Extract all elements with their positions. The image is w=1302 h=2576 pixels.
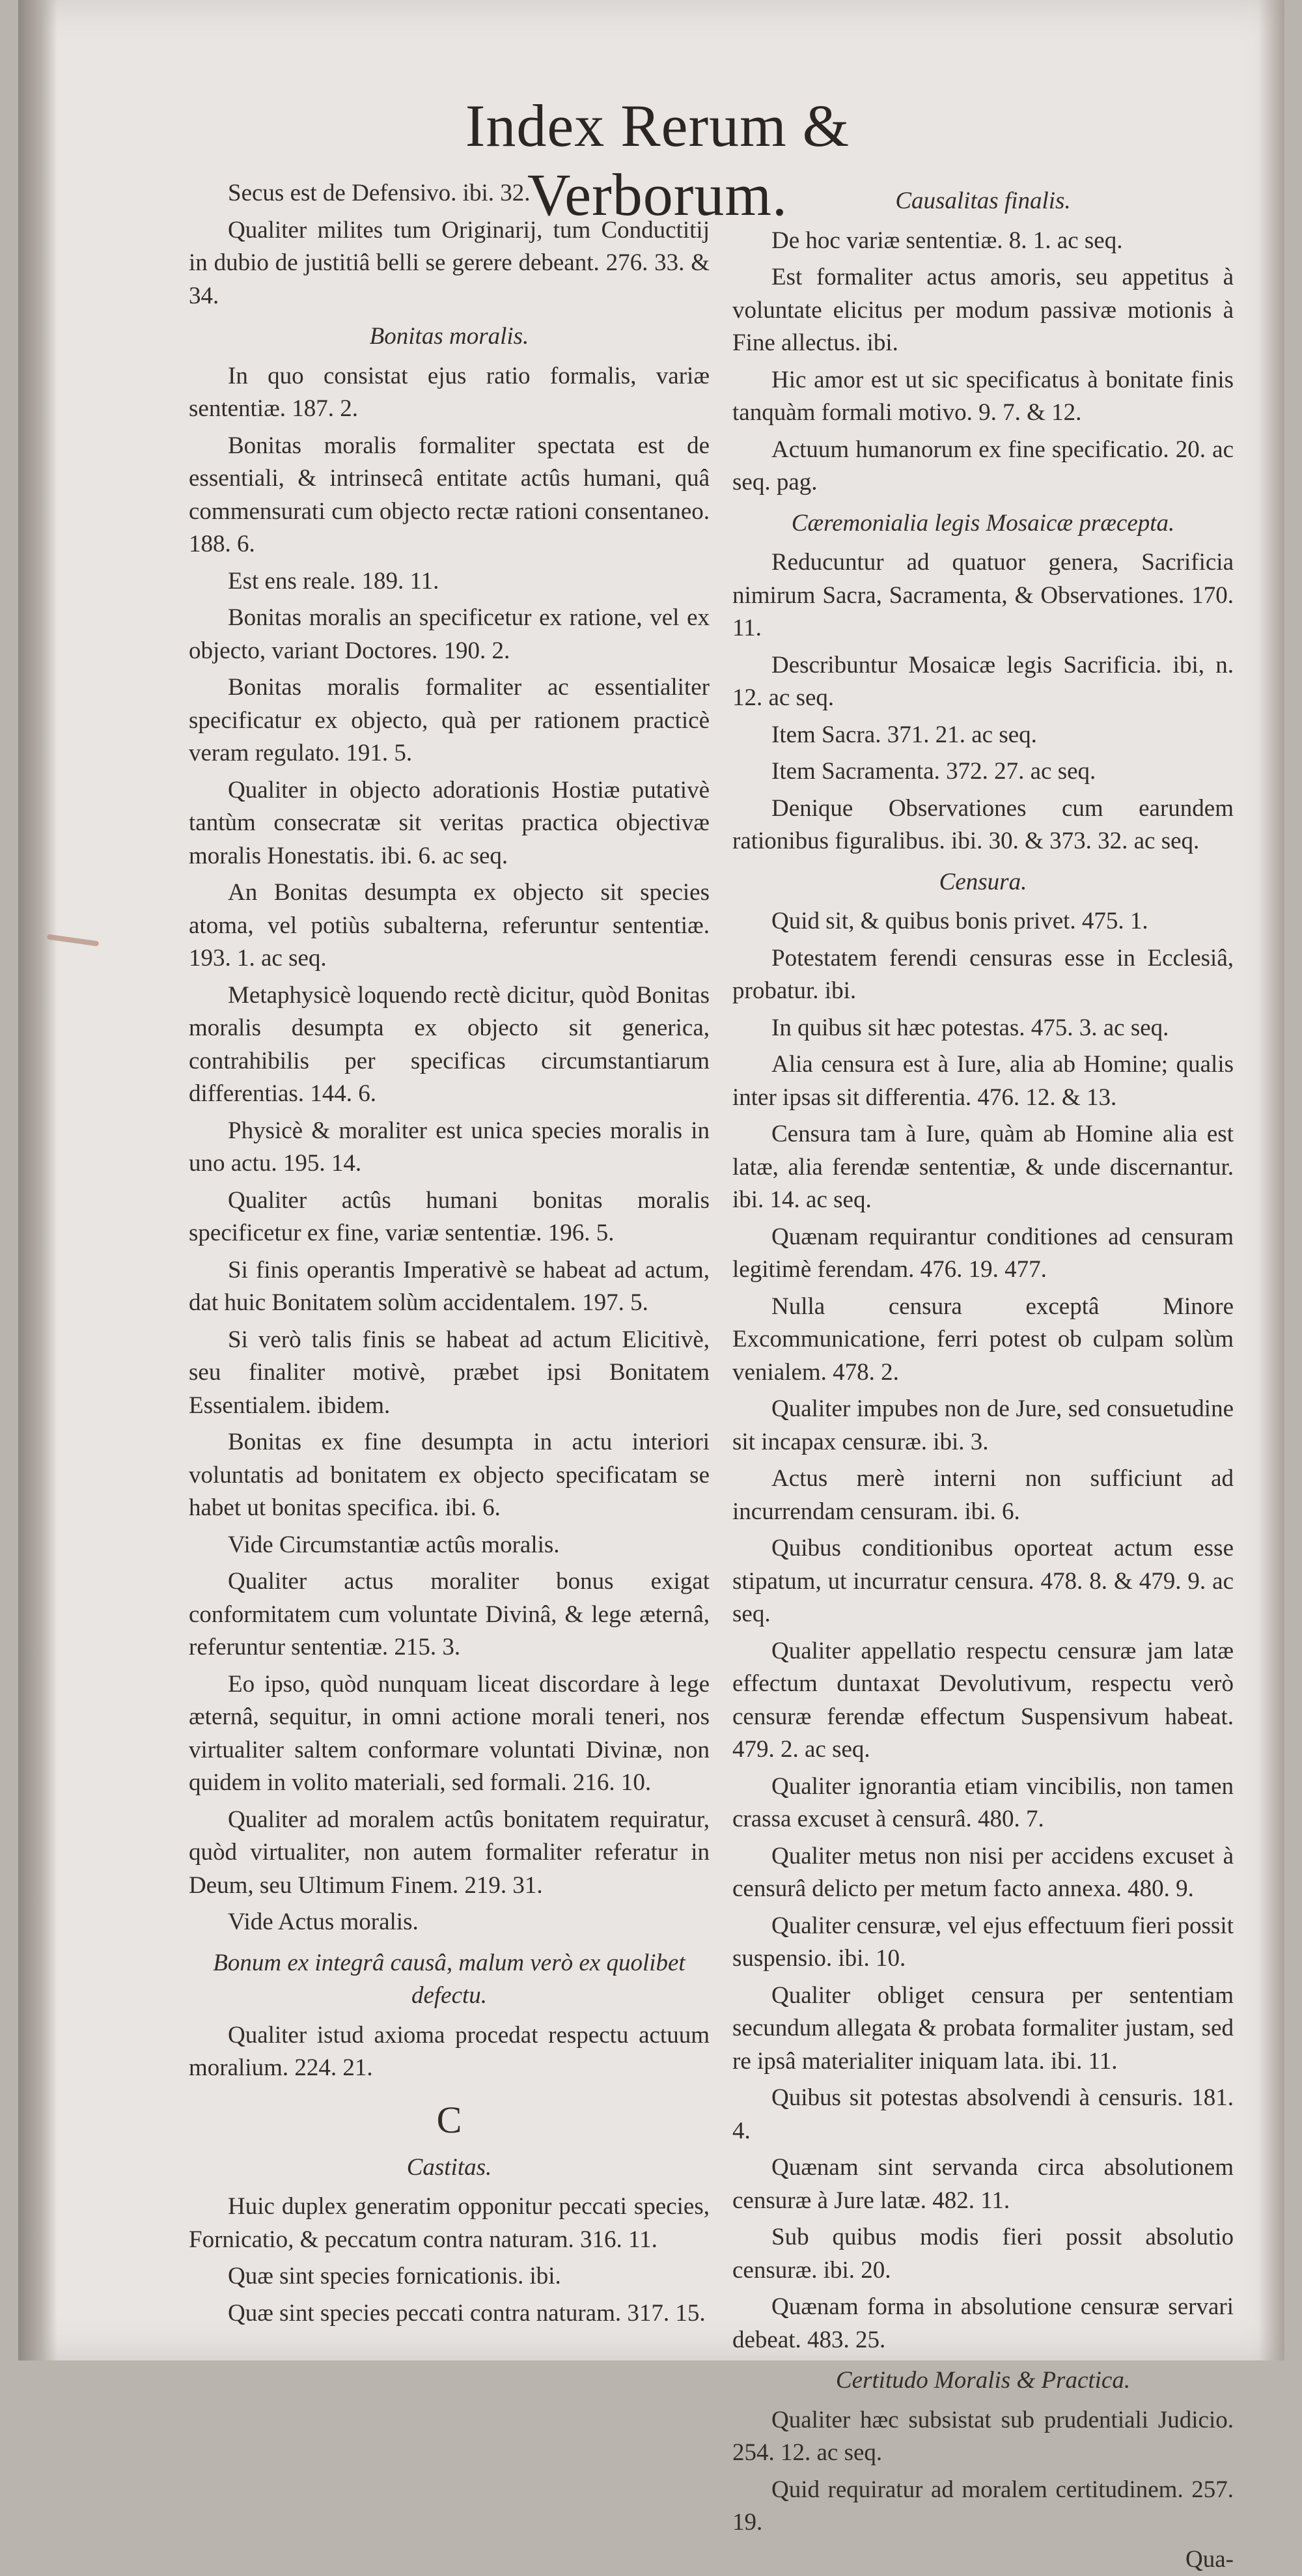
index-entry: Nulla censura exceptâ Minore Excommunicatione, ferri potest ob culpam solùm venialem. 478. 2. [732,1291,1234,1390]
index-column-right [732,177,1234,2576]
index-entry: Alia censura est à Iure, alia ab Homine; qualis inter ipsas sit differentia. 476. 12. & 13. [732,1048,1234,1114]
index-entry: In quo consistat ejus ratio formalis, variæ sententiæ. 187. 2. [189,360,710,426]
index-entry: De hoc variæ sententiæ. 8. 1. ac seq. [732,225,1234,258]
index-entry: In quibus sit hæc potestas. 475. 3. ac seq. [732,1012,1234,1045]
index-column-left [189,177,710,2334]
index-entry: Qualiter ad moralem actûs bonitatem requiratur, quòd virtualiter, non autem formaliter referatur in Deum, seu Ultimum Finem. 219. 31. [189,1804,710,1903]
index-section-heading: Castitas. [189,2151,710,2185]
index-entry: Actus merè interni non sufficiunt ad incurrendam censuram. ibi. 6. [732,1463,1234,1528]
index-entry: Describuntur Mosaicæ legis Sacrificia. ibi, n. 12. ac seq. [732,649,1234,715]
index-entry: Potestatem ferendi censuras esse in Ecclesiâ, probatur. ibi. [732,942,1234,1008]
index-entry: Qualiter appellatio respectu censuræ jam latæ effectum duntaxat Devolutivum, respectu verò censuræ ferendæ effectum Suspensivum habeat. 479. 2. ac seq. [732,1635,1234,1767]
index-entry: Reducuntur ad quatuor genera, Sacrificia nimirum Sacra, Sacramenta, & Observationes. 170. 11. [732,546,1234,645]
index-entry: Quænam requirantur conditiones ad censuram legitimè ferendam. 476. 19. 477. [732,1221,1234,1287]
index-entry: Quid sit, & quibus bonis privet. 475. 1. [732,905,1234,938]
index-entry: Censura tam à Iure, quàm ab Homine alia est latæ, alia ferendæ sententiæ, & unde discernantur. ibi. 14. ac seq. [732,1118,1234,1217]
index-entry: Qualiter actus moraliter bonus exigat conformitatem cum voluntate Divinâ, & lege æternâ, referuntur sententiæ. 215. 3. [189,1565,710,1664]
index-entry: Si verò talis finis se habeat ad actum Elicitivè, seu finaliter motivè, præbet ipsi Bonitatem Essentialem. ibidem. [189,1324,710,1423]
index-entry: Actuum humanorum ex fine specificatio. 20. ac seq. pag. [732,434,1234,499]
index-section-heading: Causalitas finalis. [732,185,1234,218]
index-entry: Qualiter hæc subsistat sub prudentiali Judicio. 254. 12. ac seq. [732,2404,1234,2470]
index-entry: Bonitas moralis formaliter spectata est de essentiali, & intrinsecâ entitate actûs humani, quâ commensurati cum objecto rectæ rationi consentaneo. 188. 6. [189,430,710,561]
index-entry: Qualiter istud axioma procedat respectu actuum moralium. 224. 21. [189,2019,710,2085]
index-entry: Sub quibus modis fieri possit absolutio censuræ. ibi. 20. [732,2221,1234,2287]
index-entry: Qualiter in objecto adorationis Hostiæ putativè tantùm consecratæ sit veritas practica objectivæ moralis Honestatis. ibi. 6. ac seq. [189,774,710,873]
index-entry: Qualiter actûs humani bonitas moralis specificetur ex fine, variæ sententiæ. 196. 5. [189,1184,710,1250]
index-section-heading: Censura. [732,866,1234,899]
index-entry: Quibus conditionibus oporteat actum esse stipatum, ut incurratur censura. 478. 8. & 479. 9. ac seq. [732,1532,1234,1631]
index-entry: Secus est de Defensivo. ibi. 32. [189,177,710,210]
index-entry: Qualiter impubes non de Jure, sed consuetudine sit incapax censuræ. ibi. 3. [732,1393,1234,1459]
index-entry: Qualiter ignorantia etiam vincibilis, non tamen crassa excuset à censurâ. 480. 7. [732,1771,1234,1836]
index-entry: Quæ sint species fornicationis. ibi. [189,2260,710,2293]
index-section-heading: Cæremonialia legis Mosaicæ præcepta. [732,507,1234,540]
index-entry: Quid requiratur ad moralem certitudinem. 257. 19. [732,2474,1234,2540]
index-entry: Est ens reale. 189. 11. [189,565,710,598]
index-entry: Qualiter metus non nisi per accidens excuset à censurâ delicto per metum facto annexa. 480. 9. [732,1840,1234,1906]
index-letter-heading: C [189,2097,710,2144]
index-entry: Denique Observationes cum earundem rationibus figuralibus. ibi. 30. & 373. 32. ac seq. [732,792,1234,858]
index-entry: Vide Actus moralis. [189,1906,710,1939]
index-entry: Huic duplex generatim opponitur peccati species, Fornicatio, & peccatum contra naturam. 316. 11. [189,2191,710,2256]
index-entry: Qualiter obliget censura per sententiam secundum allegata & probata formaliter justam, sed re ipsâ materialiter iniquam lata. ibi. 11. [732,1980,1234,2079]
index-section-heading: Bonum ex integrâ causâ, malum verò ex quolibet defectu. [189,1947,710,2013]
index-entry: Quænam sint servanda circa absolutionem censuræ à Jure latæ. 482. 11. [732,2151,1234,2217]
index-entry: An Bonitas desumpta ex objecto sit species atoma, vel potiùs subalterna, referuntur sententiæ. 193. 1. ac seq. [189,876,710,975]
index-entry: Item Sacra. 371. 21. ac seq. [732,719,1234,752]
index-entry: Quibus sit potestas absolvendi à censuris. 181. 4. [732,2082,1234,2148]
page-gutter-shadow [18,0,57,2360]
index-entry: Quæ sint species peccati contra naturam. 317. 15. [189,2297,710,2331]
page-edge-shadow [1258,0,1284,2360]
index-entry: Si finis operantis Imperativè se habeat ad actum, dat huic Bonitatem solùm accidentalem. 197. 5. [189,1254,710,1320]
index-entry: Item Sacramenta. 372. 27. ac seq. [732,755,1234,789]
index-entry: Qualiter censuræ, vel ejus effectuum fieri possit suspensio. ibi. 10. [732,1910,1234,1976]
index-entry: Eo ipso, quòd nunquam liceat discordare à lege æternâ, sequitur, in omni actione morali teneri, nos virtualiter saltem conformare voluntati Divinæ, non quidem in volito materiali, sed formali. 216. 10. [189,1668,710,1800]
index-entry: Quænam forma in absolutione censuræ servari debeat. 483. 25. [732,2291,1234,2357]
index-entry: Hic amor est ut sic specificatus à bonitate finis tanquàm formali motivo. 9. 7. & 12. [732,364,1234,430]
index-entry: Bonitas ex fine desumpta in actu interiori voluntatis ad bonitatem ex objecto specificatam se habet ut bonitas specifica. ibi. 6. [189,1426,710,1525]
index-entry: Bonitas moralis formaliter ac essentialiter specificatur ex objecto, quà per rationem practicè veram regulato. 191. 5. [189,671,710,770]
index-entry: Vide Circumstantiæ actûs moralis. [189,1529,710,1562]
index-section-heading: Certitudo Moralis & Practica. [732,2364,1234,2398]
page-title: Index Rerum & Verborum. [365,91,950,229]
index-section-heading: Bonitas moralis. [189,320,710,354]
index-entry: Qualiter milites tum Originarij, tum Conductitij in dubio de justitiâ belli se gerere debeant. 276. 33. & 34. [189,214,710,313]
index-entry: Physicè & moraliter est unica species moralis in uno actu. 195. 14. [189,1115,710,1181]
index-entry: Bonitas moralis an specificetur ex ratione, vel ex objecto, variant Doctores. 190. 2. [189,602,710,667]
index-entry: Metaphysicè loquendo rectè dicitur, quòd Bonitas moralis desumpta ex objecto sit generica, contrahibilis per specificas circumstantiarum differentias. 144. 6. [189,979,710,1111]
catchword: Qua- [732,2543,1234,2576]
index-entry: Est formaliter actus amoris, seu appetitus à voluntate elicitus per modum passivæ motionis à Fine allectus. ibi. [732,261,1234,360]
